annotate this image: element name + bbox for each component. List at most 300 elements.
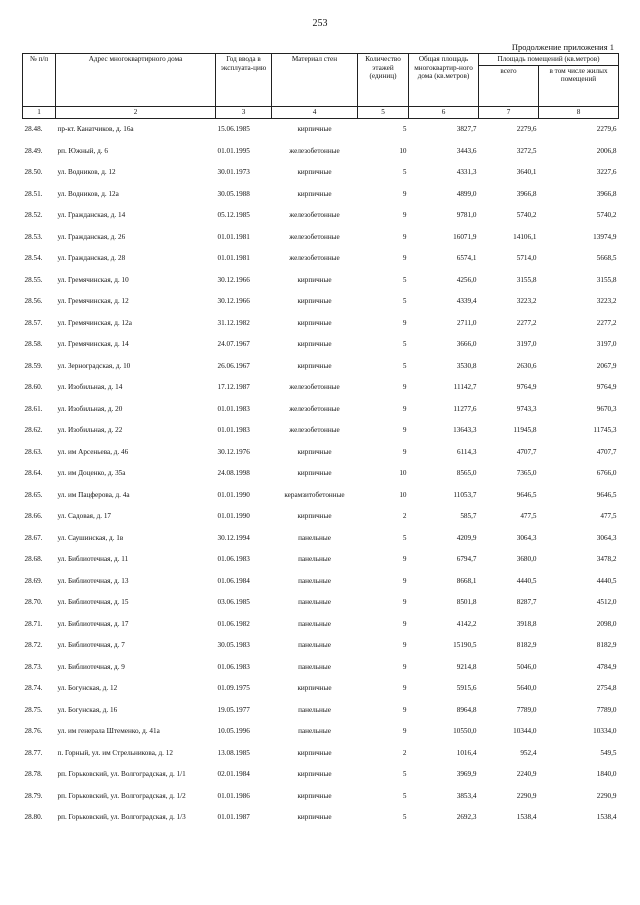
material-cell: панельные (298, 598, 331, 607)
premises-living-cell: 9764,9 (596, 383, 617, 392)
address-cell: ул. Садовая, д. 17 (57, 512, 112, 521)
year-cell: 01.01.1981 (217, 254, 250, 263)
material-cell: кирпичные (297, 770, 332, 779)
total-area-cell: 4209,9 (456, 533, 477, 542)
total-area-cell: 3666,0 (456, 340, 477, 349)
premises-all-cell: 9764,9 (516, 383, 537, 392)
premises-living-cell: 2067,9 (596, 361, 617, 370)
year-cell: 01.01.1981 (217, 232, 250, 241)
floors-cell: 5 (402, 791, 407, 800)
floors-cell: 9 (402, 684, 407, 693)
premises-living-cell: 4707,7 (596, 447, 617, 456)
premises-all-cell: 2279,6 (516, 125, 537, 134)
premises-all-cell: 5740,2 (516, 211, 537, 220)
year-cell: 01.09.1975 (217, 684, 250, 693)
row-number: 28.71. (24, 619, 43, 628)
total-area-cell: 8964,8 (456, 705, 477, 714)
premises-all-cell: 4440,5 (516, 576, 537, 585)
address-cell: ул. Библиотечная, д. 11 (57, 555, 129, 564)
table-row (23, 613, 619, 635)
address-cell: рп. Горьковский, ул. Волгоградская, д. 1/1 (57, 770, 186, 779)
total-area-cell: 3530,8 (456, 361, 477, 370)
table-row (23, 118, 619, 140)
floors-cell: 5 (402, 340, 407, 349)
premises-living-cell: 6766,0 (596, 469, 617, 478)
premises-all-cell: 3197,0 (516, 340, 537, 349)
year-cell: 30.05.1983 (217, 641, 250, 650)
material-cell: кирпичные (297, 469, 332, 478)
total-area-cell: 8501,8 (456, 598, 477, 607)
premises-all-cell: 3223,2 (516, 297, 537, 306)
year-cell: 01.06.1982 (217, 619, 250, 628)
premises-all-cell: 3155,8 (516, 275, 537, 284)
total-area-cell: 16071,9 (453, 232, 477, 241)
address-cell: ул. Библиотечная, д. 7 (57, 641, 125, 650)
premises-all-cell: 8287,7 (516, 598, 537, 607)
address-cell: ул. Богунская, д. 16 (57, 705, 118, 714)
address-cell: ул. Библиотечная, д. 13 (57, 576, 129, 585)
address-cell: ул. им Доценко, д. 35а (57, 469, 126, 478)
total-area-cell: 4256,0 (456, 275, 477, 284)
year-cell: 05.12.1985 (217, 211, 250, 220)
premises-all-cell: 952,4 (520, 748, 537, 757)
premises-living-cell: 4512,0 (596, 598, 617, 607)
floors-cell: 5 (402, 770, 407, 779)
total-area-cell: 6574,1 (456, 254, 477, 263)
material-cell: кирпичные (297, 340, 332, 349)
row-number: 28.77. (24, 748, 43, 757)
year-cell: 03.06.1985 (217, 598, 250, 607)
year-cell: 17.12.1987 (217, 383, 250, 392)
premises-living-cell: 4784,9 (596, 662, 617, 671)
row-number: 28.65. (24, 490, 43, 499)
table-row (23, 764, 619, 786)
premises-all-cell: 3064,3 (516, 533, 537, 542)
floors-cell: 5 (402, 297, 407, 306)
material-cell: кирпичные (297, 447, 332, 456)
table-row (23, 656, 619, 678)
row-number: 28.78. (24, 770, 43, 779)
premises-all-cell: 7365,0 (516, 469, 537, 478)
premises-living-cell: 3155,8 (596, 275, 617, 284)
premises-living-cell: 7789,0 (596, 705, 617, 714)
table-row (23, 441, 619, 463)
premises-all-cell: 1538,4 (516, 813, 537, 822)
year-cell: 01.01.1990 (217, 512, 250, 521)
row-number: 28.52. (24, 211, 43, 220)
year-cell: 01.01.1987 (217, 813, 250, 822)
row-number: 28.69. (24, 576, 43, 585)
row-number: 28.49. (24, 146, 43, 155)
row-number: 28.80. (24, 813, 43, 822)
row-number: 28.48. (24, 125, 43, 134)
floors-cell: 9 (402, 254, 407, 263)
header-material: Материал стен (272, 54, 358, 107)
table-row (23, 334, 619, 356)
row-number: 28.76. (24, 727, 43, 736)
premises-all-cell: 2630,6 (516, 361, 537, 370)
floors-cell: 9 (402, 576, 407, 585)
premises-all-cell: 4707,7 (516, 447, 537, 456)
address-cell: ул. Гремячинская, д. 10 (57, 275, 129, 284)
year-cell: 30.12.1994 (217, 533, 250, 542)
table-row (23, 205, 619, 227)
total-area-cell: 4899,0 (456, 189, 477, 198)
table-row (23, 162, 619, 184)
total-area-cell: 8668,1 (456, 576, 477, 585)
table-row (23, 742, 619, 764)
row-number: 28.74. (24, 684, 43, 693)
table-row (23, 506, 619, 528)
premises-living-cell: 3478,2 (596, 555, 617, 564)
premises-all-cell: 10344,0 (513, 727, 537, 736)
premises-all-cell: 477,5 (520, 512, 537, 521)
floors-cell: 9 (402, 426, 407, 435)
row-number: 28.54. (24, 254, 43, 263)
row-number: 28.59. (24, 361, 43, 370)
total-area-cell: 1016,4 (456, 748, 477, 757)
header-year: Год ввода в эксплуата-цию (216, 54, 272, 107)
material-cell: панельные (298, 576, 331, 585)
table-row (23, 785, 619, 807)
continuation-label: Продолжение приложения 1 (511, 42, 614, 52)
year-cell: 15.06.1985 (217, 125, 250, 134)
material-cell: кирпичные (297, 748, 332, 757)
floors-cell: 9 (402, 232, 407, 241)
table-row (23, 420, 619, 442)
material-cell: кирпичные (297, 813, 332, 822)
total-area-cell: 11142,7 (453, 383, 477, 392)
year-cell: 01.06.1984 (217, 576, 250, 585)
total-area-cell: 11053,7 (453, 490, 477, 499)
table-row (23, 570, 619, 592)
table-row (23, 807, 619, 829)
row-number: 28.50. (24, 168, 43, 177)
premises-living-cell: 8182,9 (596, 641, 617, 650)
row-number: 28.64. (24, 469, 43, 478)
address-cell: ул. Гремячинская, д. 14 (57, 340, 129, 349)
column-number: 5 (358, 106, 409, 118)
premises-all-cell: 2277,2 (516, 318, 537, 327)
premises-living-cell: 3223,2 (596, 297, 617, 306)
row-number: 28.73. (24, 662, 43, 671)
table-header (23, 54, 619, 119)
year-cell: 01.01.1990 (217, 490, 250, 499)
address-cell: ул. Библиотечная, д. 9 (57, 662, 125, 671)
address-cell: ул. Богунская, д. 12 (57, 684, 118, 693)
material-cell: панельные (298, 533, 331, 542)
header-address: Адрес многоквартирного дома (56, 54, 216, 107)
premises-all-cell: 3640,1 (516, 168, 537, 177)
total-area-cell: 2711,0 (457, 318, 477, 327)
floors-cell: 9 (402, 555, 407, 564)
premises-living-cell: 2098,0 (596, 619, 617, 628)
column-number: 6 (409, 106, 479, 118)
address-cell: ул. им Арсеньева, д. 46 (57, 447, 129, 456)
row-number: 28.60. (24, 383, 43, 392)
row-number: 28.58. (24, 340, 43, 349)
year-cell: 24.08.1998 (217, 469, 250, 478)
floors-cell: 2 (402, 512, 407, 521)
premises-living-cell: 2277,2 (596, 318, 617, 327)
premises-all-cell: 9743,3 (516, 404, 537, 413)
row-number: 28.62. (24, 426, 43, 435)
address-cell: ул. Гремячинская, д. 12 (57, 297, 129, 306)
column-number: 1 (23, 106, 56, 118)
premises-living-cell: 2754,8 (596, 684, 617, 693)
total-area-cell: 11277,6 (453, 404, 477, 413)
table-row (23, 592, 619, 614)
floors-cell: 10 (399, 469, 407, 478)
material-cell: железобетонные (289, 146, 340, 155)
premises-all-cell: 7789,0 (516, 705, 537, 714)
premises-all-cell: 5046,0 (516, 662, 537, 671)
floors-cell: 9 (402, 318, 407, 327)
header-premises: Площадь помещений (кв.метров) (479, 54, 619, 66)
table-row (23, 248, 619, 270)
premises-all-cell: 3966,8 (516, 189, 537, 198)
year-cell: 02.01.1984 (217, 770, 250, 779)
row-number: 28.63. (24, 447, 43, 456)
total-area-cell: 10550,0 (453, 727, 477, 736)
premises-all-cell: 3918,8 (516, 619, 537, 628)
year-cell: 13.08.1985 (217, 748, 250, 757)
table-body (23, 118, 619, 828)
premises-living-cell: 9646,5 (596, 490, 617, 499)
column-number: 3 (216, 106, 272, 118)
material-cell: кирпичные (297, 684, 332, 693)
floors-cell: 9 (402, 662, 407, 671)
year-cell: 30.12.1966 (217, 275, 250, 284)
address-cell: ул. Саушинская, д. 1в (57, 533, 124, 542)
row-number: 28.75. (24, 705, 43, 714)
floors-cell: 9 (402, 619, 407, 628)
premises-all-cell: 5714,0 (516, 254, 537, 263)
floors-cell: 9 (402, 705, 407, 714)
table-row (23, 549, 619, 571)
row-number: 28.66. (24, 512, 43, 521)
address-cell: ул. Изобильная, д. 20 (57, 404, 123, 413)
total-area-cell: 2692,3 (456, 813, 477, 822)
premises-all-cell: 8182,9 (516, 641, 537, 650)
premises-all-cell: 3680,0 (516, 555, 537, 564)
column-number: 7 (479, 106, 539, 118)
material-cell: железобетонные (289, 232, 340, 241)
floors-cell: 2 (402, 748, 407, 757)
total-area-cell: 6794,7 (456, 555, 477, 564)
header-all: всего (479, 65, 539, 106)
premises-living-cell: 9670,3 (596, 404, 617, 413)
address-cell: ул. Библиотечная, д. 15 (57, 598, 129, 607)
premises-all-cell: 11945,8 (513, 426, 537, 435)
address-cell: ул. Водников, д. 12а (57, 189, 119, 198)
floors-cell: 9 (402, 727, 407, 736)
material-cell: железобетонные (289, 254, 340, 263)
year-cell: 26.06.1967 (217, 361, 250, 370)
table-row (23, 527, 619, 549)
address-cell: ул. Гражданская, д. 26 (57, 232, 126, 241)
table-row (23, 484, 619, 506)
year-cell: 30.05.1988 (217, 189, 250, 198)
premises-living-cell: 10334,0 (593, 727, 617, 736)
address-cell: ул. Водников, д. 12 (57, 168, 116, 177)
row-number: 28.51. (24, 189, 43, 198)
row-number: 28.72. (24, 641, 43, 650)
header-living: в том числе жилых помещений (539, 65, 619, 106)
total-area-cell: 13643,3 (453, 426, 477, 435)
premises-living-cell: 4440,5 (596, 576, 617, 585)
table-row (23, 398, 619, 420)
total-area-cell: 4331,3 (456, 168, 477, 177)
total-area-cell: 5915,6 (456, 684, 477, 693)
floors-cell: 5 (402, 533, 407, 542)
premises-living-cell: 3966,8 (596, 189, 617, 198)
address-cell: ул. Гражданская, д. 14 (57, 211, 126, 220)
table-row (23, 183, 619, 205)
table-row (23, 226, 619, 248)
row-number: 28.57. (24, 318, 43, 327)
total-area-cell: 585,7 (460, 512, 477, 521)
year-cell: 01.01.1983 (217, 404, 250, 413)
material-cell: кирпичные (297, 189, 332, 198)
row-number: 28.53. (24, 232, 43, 241)
material-cell: кирпичные (297, 791, 332, 800)
floors-cell: 10 (399, 490, 407, 499)
floors-cell: 5 (402, 168, 407, 177)
premises-living-cell: 549,5 (600, 748, 617, 757)
material-cell: керамзитобетонные (284, 490, 345, 499)
table-row (23, 312, 619, 334)
floors-cell: 9 (402, 447, 407, 456)
table-row (23, 635, 619, 657)
material-cell: железобетонные (289, 211, 340, 220)
total-area-cell: 3827,7 (456, 125, 477, 134)
floors-cell: 9 (402, 383, 407, 392)
column-number: 8 (539, 106, 619, 118)
material-cell: панельные (298, 641, 331, 650)
premises-living-cell: 11745,3 (593, 426, 617, 435)
floors-cell: 9 (402, 404, 407, 413)
premises-living-cell: 1840,0 (596, 770, 617, 779)
year-cell: 01.01.1986 (217, 791, 250, 800)
material-cell: железобетонные (289, 404, 340, 413)
housing-register-table (22, 53, 619, 828)
material-cell: панельные (298, 619, 331, 628)
header-num: № п/п (23, 54, 56, 107)
table-row (23, 699, 619, 721)
material-cell: кирпичные (297, 275, 332, 284)
premises-living-cell: 5740,2 (596, 211, 617, 220)
page-number: 253 (312, 18, 328, 29)
premises-living-cell: 13974,9 (593, 232, 617, 241)
year-cell: 24.07.1967 (217, 340, 250, 349)
total-area-cell: 3969,9 (456, 770, 477, 779)
total-area-cell: 9214,8 (456, 662, 477, 671)
address-cell: рп. Южный, д. 6 (57, 146, 108, 155)
column-number: 2 (56, 106, 216, 118)
material-cell: кирпичные (297, 318, 332, 327)
premises-living-cell: 2279,6 (596, 125, 617, 134)
address-cell: рп. Горьковский, ул. Волгоградская, д. 1/3 (57, 813, 186, 822)
material-cell: кирпичные (297, 168, 332, 177)
premises-all-cell: 14106,1 (513, 232, 537, 241)
premises-living-cell: 3197,0 (596, 340, 617, 349)
year-cell: 01.06.1983 (217, 662, 250, 671)
floors-cell: 5 (402, 275, 407, 284)
year-cell: 31.12.1982 (217, 318, 250, 327)
floors-cell: 5 (402, 813, 407, 822)
total-area-cell: 9781,0 (456, 211, 477, 220)
material-cell: кирпичные (297, 512, 332, 521)
floors-cell: 9 (402, 211, 407, 220)
row-number: 28.55. (24, 275, 43, 284)
premises-all-cell: 9646,5 (516, 490, 537, 499)
address-cell: ул. Гражданская, д. 28 (57, 254, 126, 263)
premises-living-cell: 3227,6 (596, 168, 617, 177)
floors-cell: 5 (402, 125, 407, 134)
floors-cell: 10 (399, 146, 407, 155)
premises-living-cell: 477,5 (600, 512, 617, 521)
material-cell: кирпичные (297, 125, 332, 134)
total-area-cell: 8565,0 (456, 469, 477, 478)
material-cell: кирпичные (297, 361, 332, 370)
address-cell: ул. Зерноградская, д. 10 (57, 361, 131, 370)
material-cell: железобетонные (289, 383, 340, 392)
floors-cell: 9 (402, 598, 407, 607)
total-area-cell: 4142,2 (456, 619, 477, 628)
year-cell: 01.06.1983 (217, 555, 250, 564)
row-number: 28.61. (24, 404, 43, 413)
address-cell: пр-кт. Канатчиков, д. 16а (57, 125, 134, 134)
year-cell: 30.12.1976 (217, 447, 250, 456)
material-cell: панельные (298, 555, 331, 564)
premises-living-cell: 1538,4 (596, 813, 617, 822)
year-cell: 30.01.1973 (217, 168, 250, 177)
address-cell: ул. Изобильная, д. 22 (57, 426, 123, 435)
premises-living-cell: 2290,9 (596, 791, 617, 800)
premises-living-cell: 2006,8 (596, 146, 617, 155)
total-area-cell: 3443,6 (456, 146, 477, 155)
table-row (23, 269, 619, 291)
address-cell: рп. Горьковский, ул. Волгоградская, д. 1/2 (57, 791, 186, 800)
table-row (23, 463, 619, 485)
premises-living-cell: 3064,3 (596, 533, 617, 542)
table-row (23, 140, 619, 162)
table-row (23, 377, 619, 399)
material-cell: панельные (298, 727, 331, 736)
header-total-area: Общая площадь многоквартир-ного дома (кв.метров) (409, 54, 479, 107)
address-cell: ул. Изобильная, д. 14 (57, 383, 123, 392)
material-cell: кирпичные (297, 297, 332, 306)
premises-all-cell: 5640,0 (516, 684, 537, 693)
year-cell: 19.05.1977 (217, 705, 250, 714)
total-area-cell: 4339,4 (456, 297, 477, 306)
total-area-cell: 6114,3 (457, 447, 477, 456)
table-row (23, 721, 619, 743)
material-cell: панельные (298, 705, 331, 714)
row-number: 28.56. (24, 297, 43, 306)
address-cell: ул. Библиотечная, д. 17 (57, 619, 129, 628)
address-cell: п. Горный, ул. им Стрельникова, д. 12 (57, 748, 173, 757)
year-cell: 01.01.1983 (217, 426, 250, 435)
table-row (23, 355, 619, 377)
premises-all-cell: 3272,5 (516, 146, 537, 155)
total-area-cell: 3853,4 (456, 791, 477, 800)
year-cell: 10.05.1996 (217, 727, 250, 736)
table-row (23, 291, 619, 313)
address-cell: ул. им Пацферова, д. 4а (57, 490, 130, 499)
address-cell: ул. Гремячинская, д. 12а (57, 318, 132, 327)
